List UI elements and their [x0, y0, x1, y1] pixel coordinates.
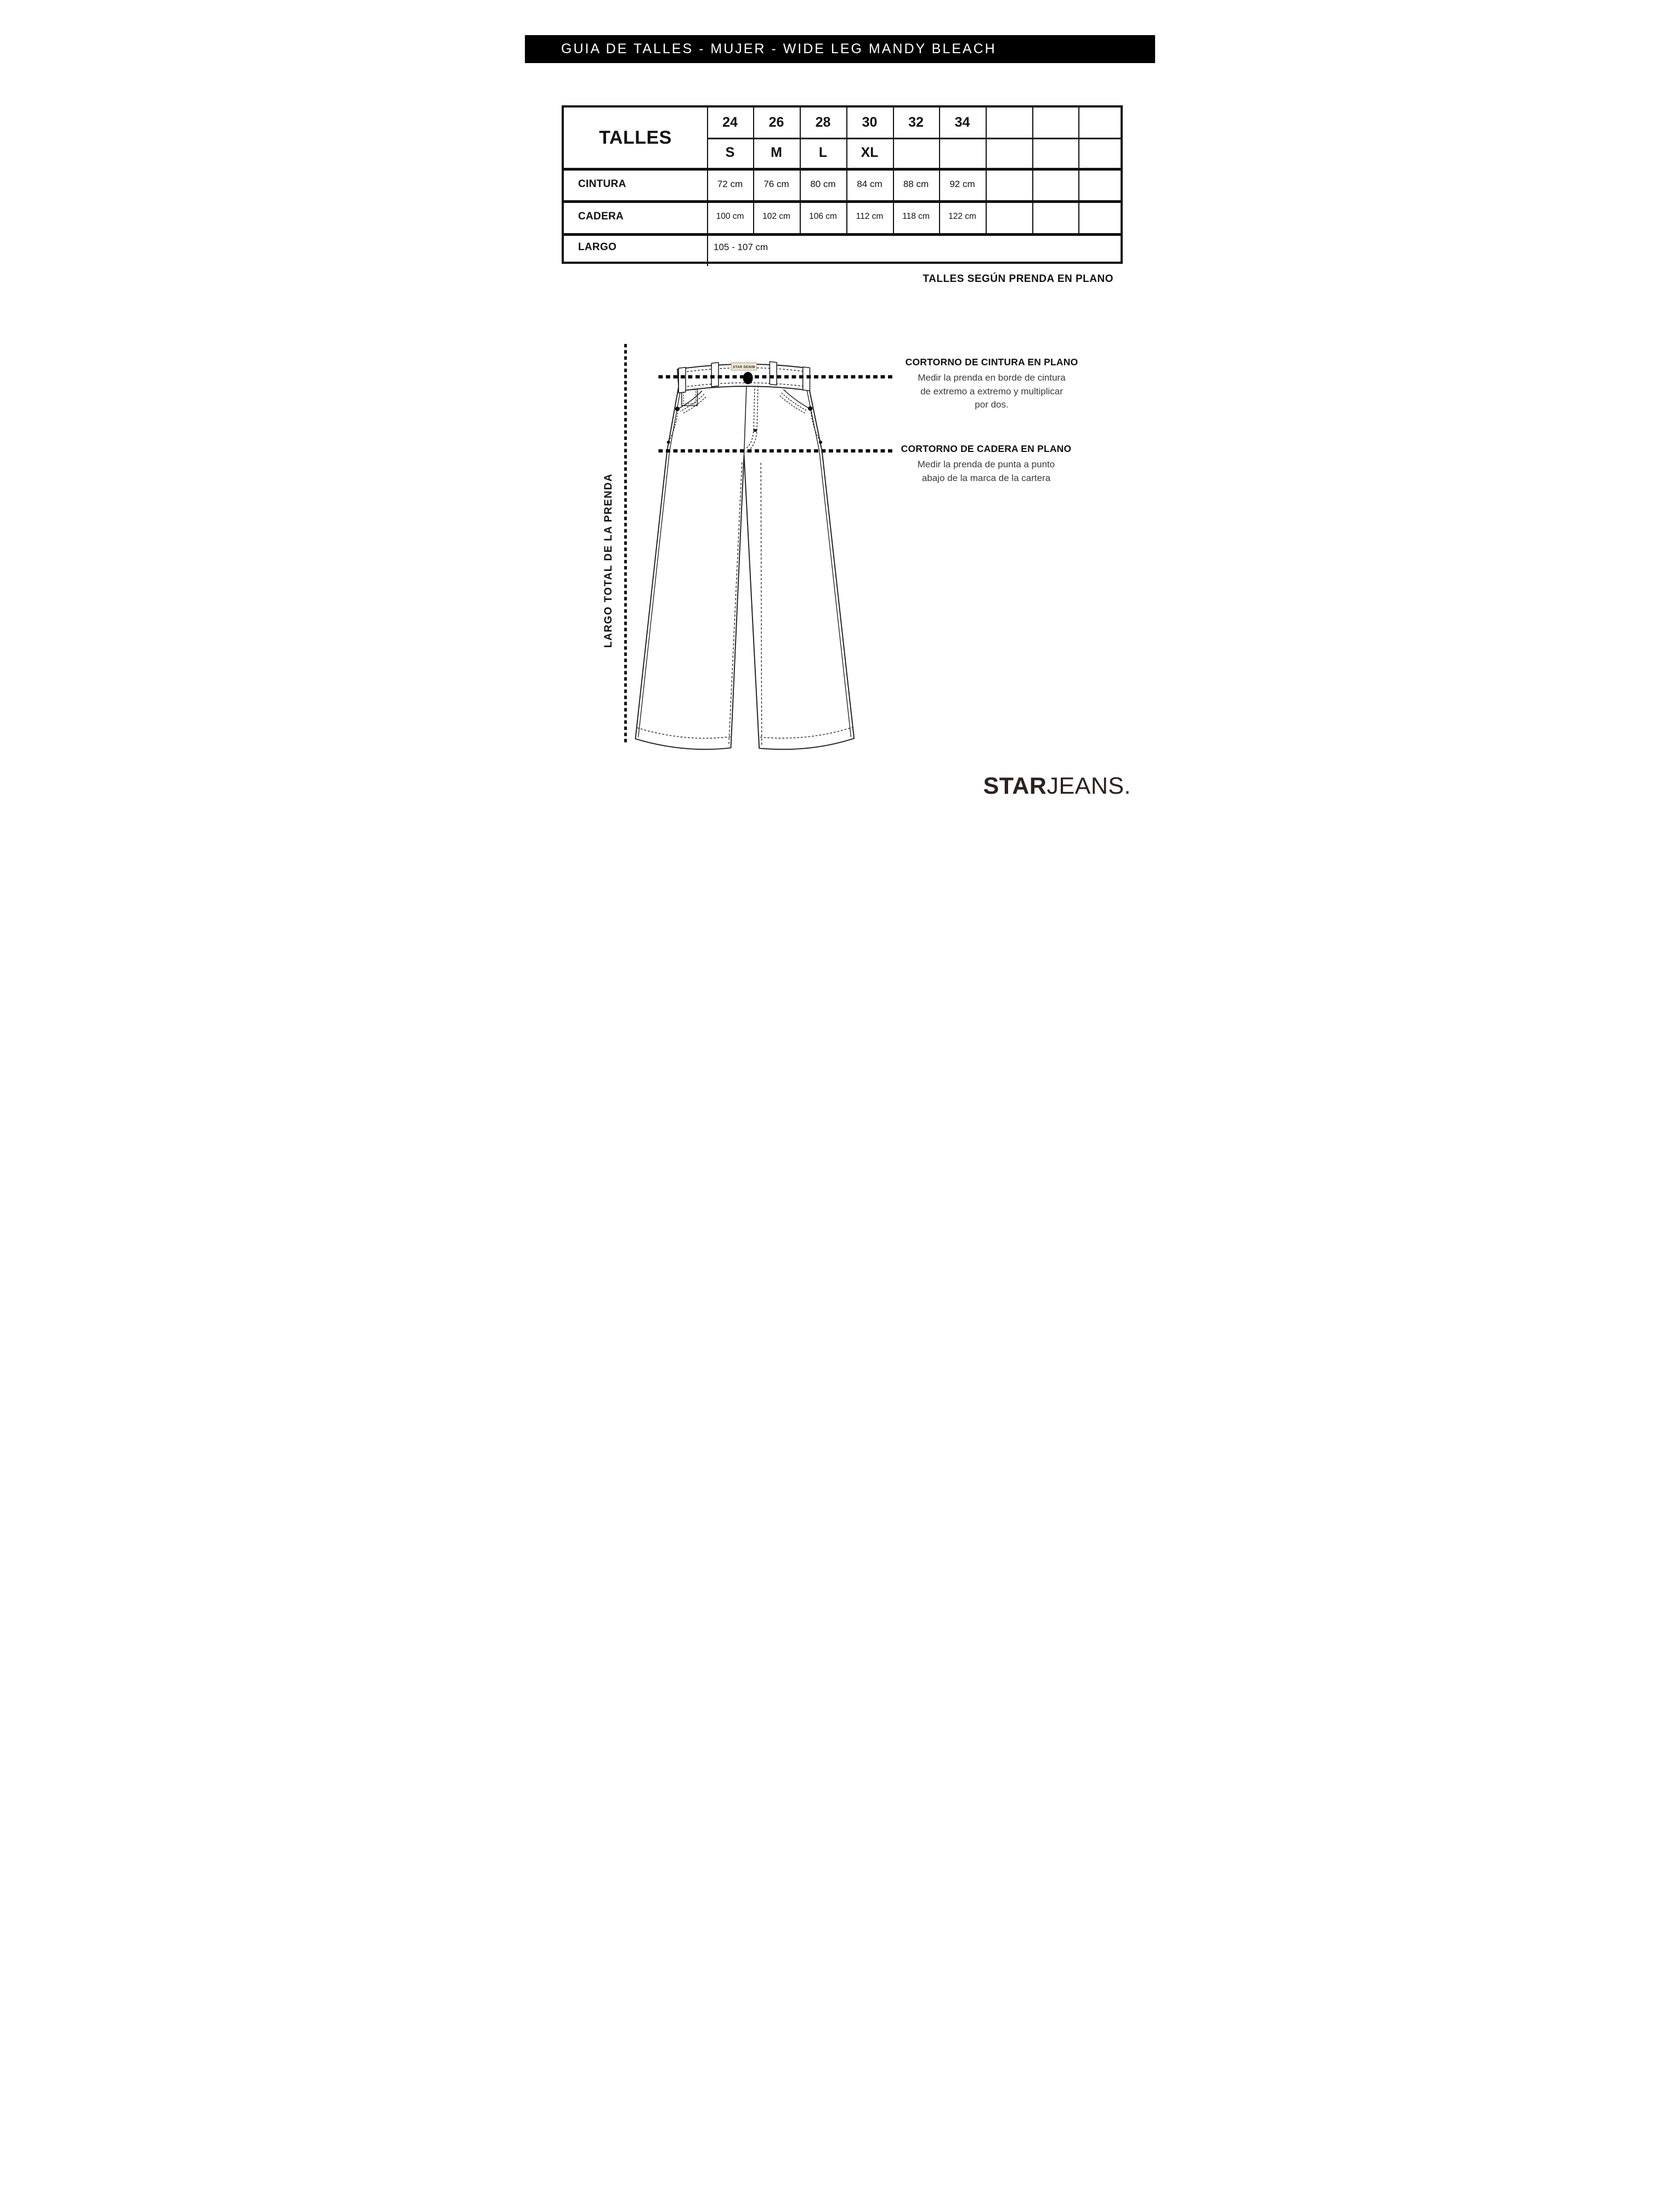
size-col-26: 26 [768, 115, 784, 130]
row-label-cadera: CADERA [578, 211, 624, 222]
belt-loop [711, 363, 719, 387]
fly-bartack [754, 429, 757, 432]
table-corner-label: TALLES [599, 127, 672, 148]
row-label-cintura: CINTURA [578, 178, 626, 190]
hip-annotation-line: abajo de la marca de la cartera [921, 472, 1051, 483]
row-label-largo: LARGO [578, 241, 617, 253]
size-col-32: 32 [908, 115, 924, 130]
waist-annotation-line: por dos. [975, 399, 1009, 410]
letter-col-s: S [725, 145, 735, 160]
hip-annotation [887, 443, 1085, 485]
size-col-empty-1 [986, 108, 1032, 138]
cadera-val-2: 102 cm [762, 212, 790, 221]
cintura-val-4: 84 cm [857, 178, 883, 189]
brand-logo-bold: STAR [983, 773, 1047, 799]
flat-measure-note: TALLES SEGÚN PRENDA EN PLANO [923, 273, 1113, 285]
waist-annotation-line: de extremo a extremo y multiplicar [920, 386, 1063, 397]
cadera-val-3: 106 cm [809, 212, 837, 221]
cintura-val-5: 88 cm [903, 178, 929, 189]
cadera-val-4: 112 cm [856, 212, 884, 221]
size-col-28: 28 [815, 115, 831, 130]
letter-col-m: M [771, 145, 782, 160]
waist-annotation [893, 357, 1090, 412]
largo-value: 105 - 107 cm [714, 242, 768, 252]
size-col-empty-2 [1032, 108, 1078, 138]
size-table [562, 105, 1123, 264]
waist-annotation-line: Medir la prenda en borde de cintura [918, 372, 1066, 383]
cadera-val-1: 100 cm [716, 212, 744, 221]
cadera-val-5: 118 cm [902, 212, 930, 221]
cintura-val-1: 72 cm [717, 178, 743, 189]
cadera-val-6: 122 cm [948, 212, 976, 221]
title-bar [525, 35, 1155, 63]
size-col-34: 34 [954, 115, 970, 130]
brand-logo-light: JEANS. [1047, 773, 1131, 799]
letter-col-xl: XL [861, 145, 879, 160]
belt-loop [803, 367, 810, 391]
page-title: GUIA DE TALLES - MUJER - WIDE LEG MANDY BLEACH [561, 41, 997, 56]
cintura-val-3: 80 cm [810, 178, 836, 189]
brand-logo [983, 773, 1131, 799]
belt-loop [770, 361, 777, 385]
garment-patch-text: STAR DENIM [733, 365, 755, 369]
jeans-flat-sketch [621, 337, 901, 757]
belt-loop [678, 367, 686, 393]
cintura-val-2: 76 cm [763, 178, 789, 189]
letter-col-l: L [818, 145, 828, 160]
size-guide-page [525, 0, 1155, 823]
hip-annotation-title: CORTORNO DE CADERA EN PLANO [901, 443, 1072, 454]
size-col-30: 30 [862, 115, 878, 130]
length-axis-label: LARGO TOTAL DE LA PRENDA [603, 473, 614, 648]
size-col-empty-3 [1078, 108, 1125, 138]
cintura-val-6: 92 cm [949, 178, 975, 189]
hip-annotation-line: Medir la prenda de punta a punto [917, 459, 1055, 470]
waist-annotation-title: CORTORNO DE CINTURA EN PLANO [905, 357, 1078, 367]
size-col-24: 24 [722, 115, 738, 130]
